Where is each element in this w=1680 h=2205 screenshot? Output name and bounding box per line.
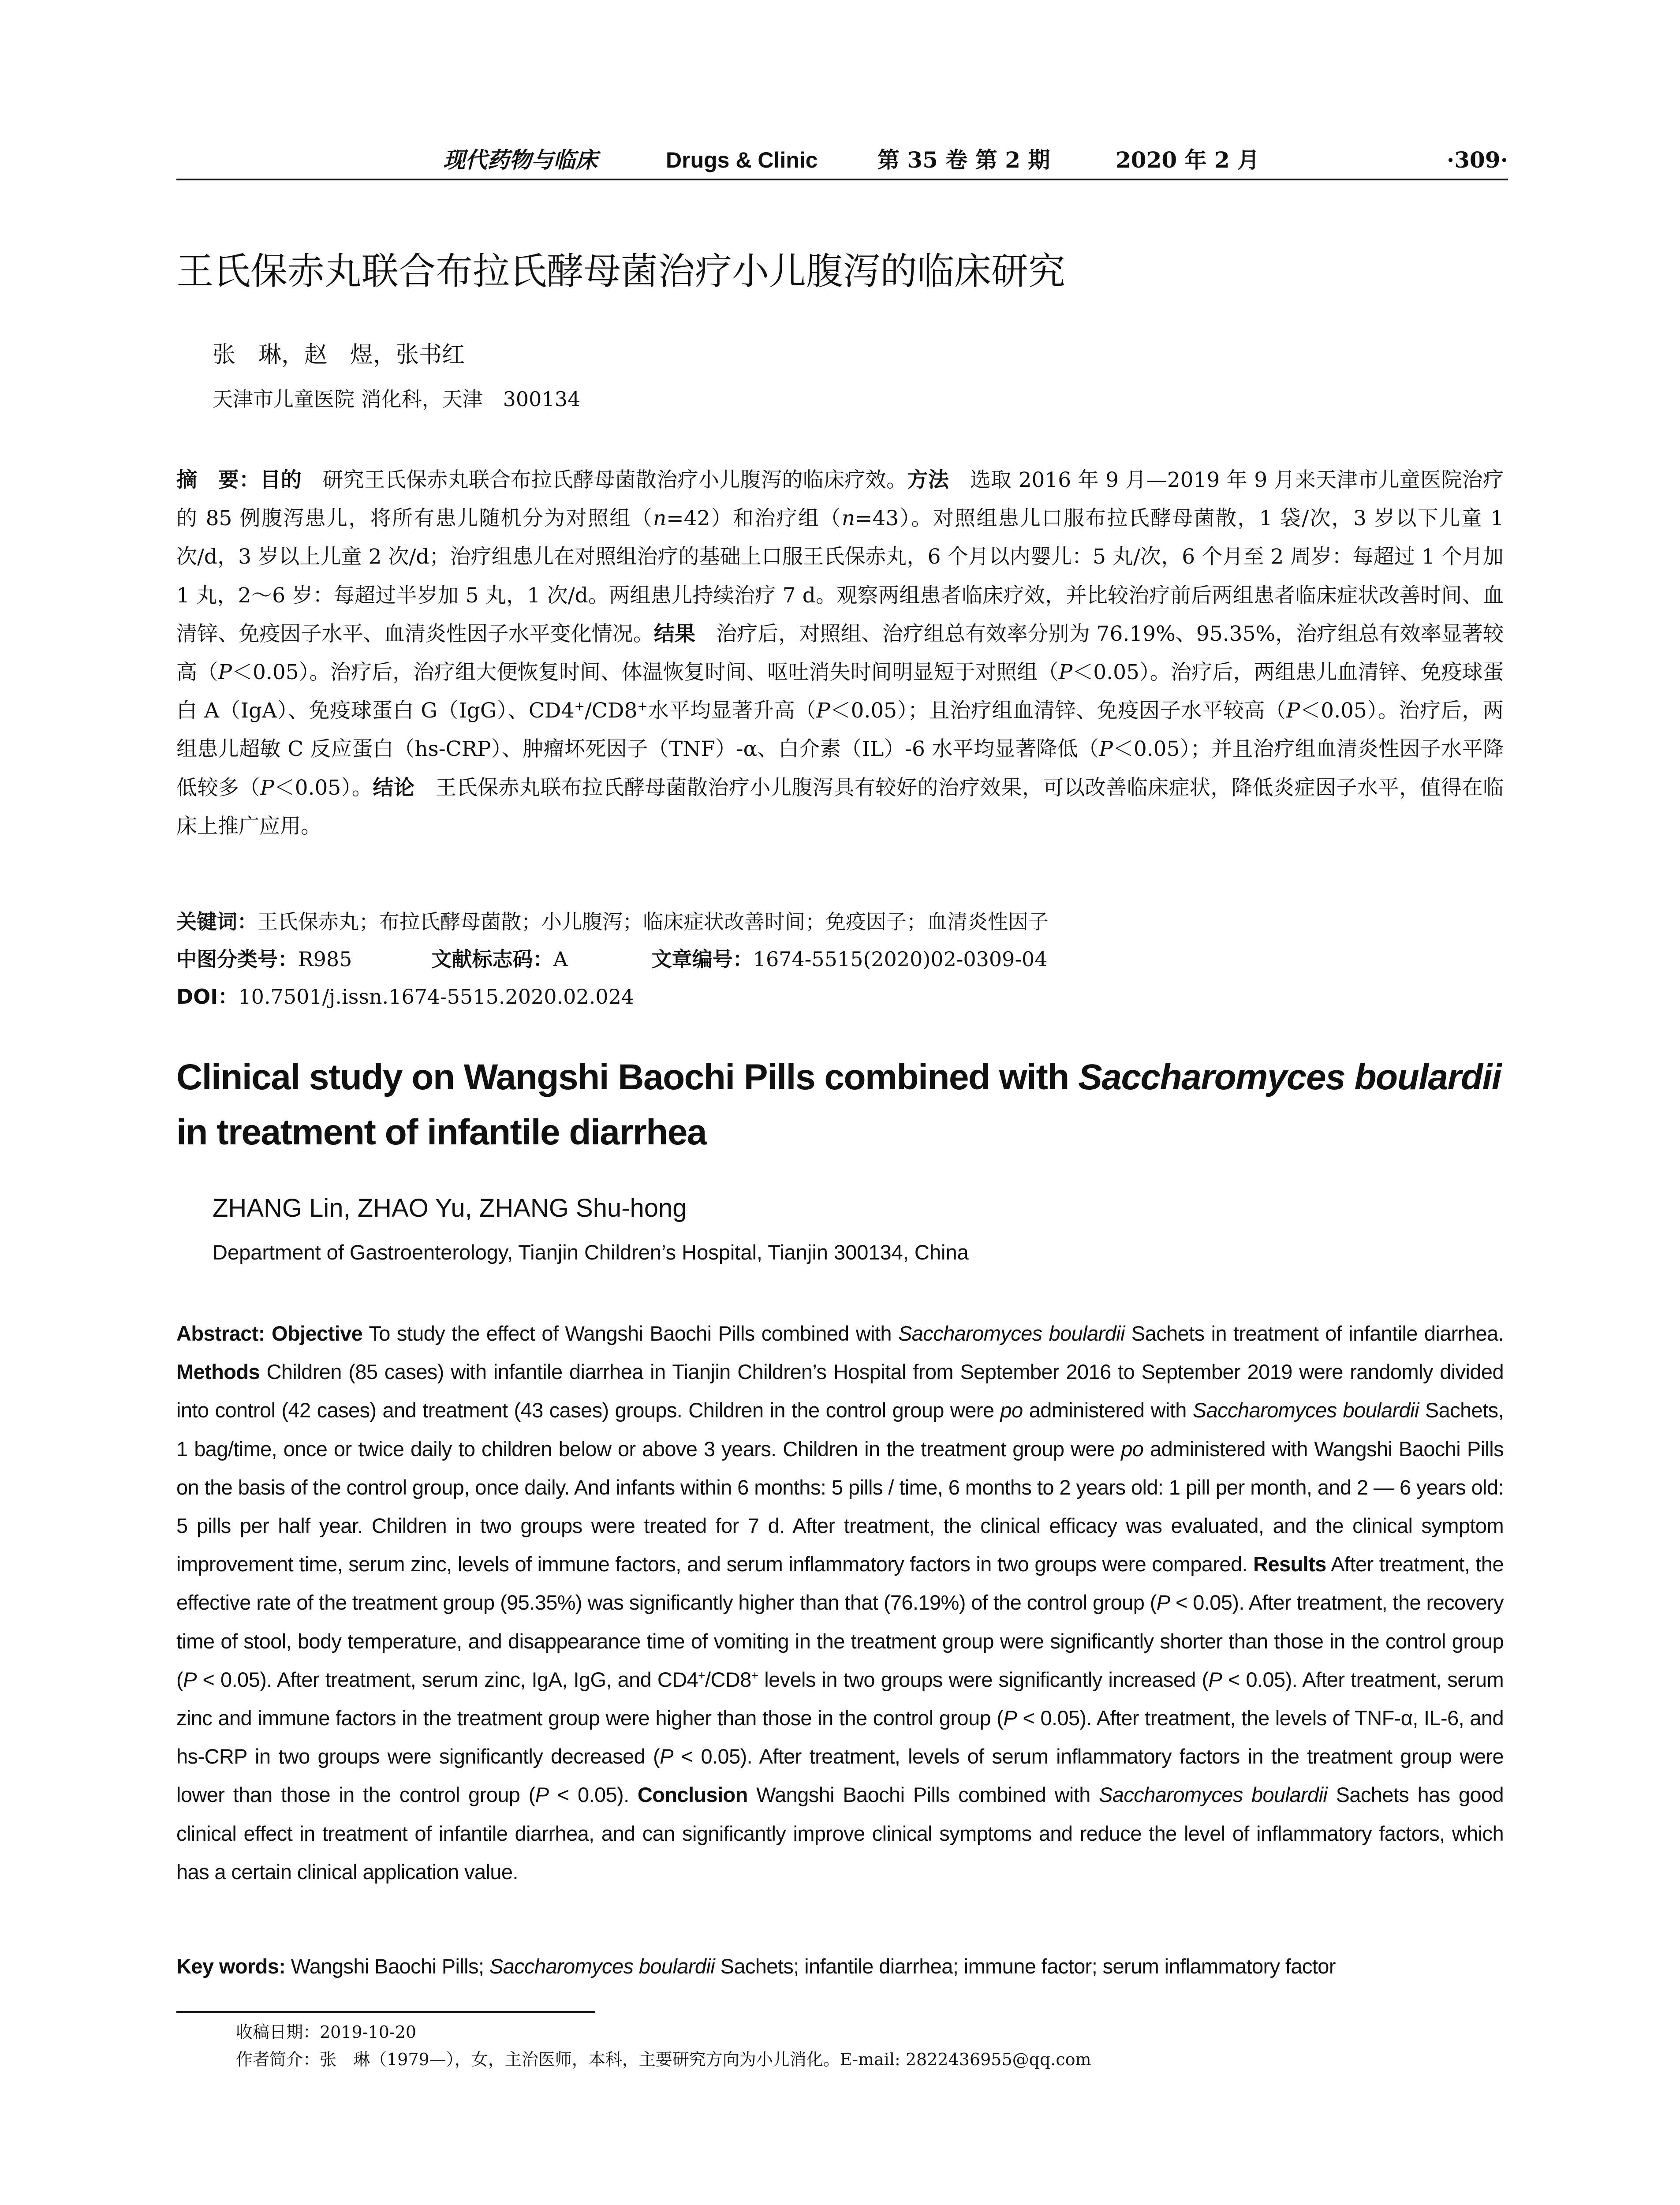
en-title-species: Saccharomyces boulardii xyxy=(1078,1057,1501,1097)
issue-date: 2020 年 2 月 xyxy=(1116,147,1260,173)
en-keywords xyxy=(176,1947,1504,1985)
cn-methods-text: 选取 2016 年 9 月—2019 年 9 月来天津市儿童医院治疗的 85 例腹泻患儿，将所有患儿随机分为对照组（ xyxy=(176,468,1504,531)
en-title-part: in treatment of infantile diarrhea xyxy=(176,1112,706,1152)
clc-label: 中图分类号： xyxy=(176,947,298,971)
n-symbol: n xyxy=(841,506,855,531)
en-results-text: After treatment, the effective rate of the treatment group (95.35%) was significantly higher than that (76.19%) of the control group ( xyxy=(176,1552,1504,1615)
p-symbol: P xyxy=(1058,660,1073,685)
clc-value: R985 xyxy=(298,947,352,971)
n-symbol: n xyxy=(653,506,667,531)
received-date-note: 收稿日期：2019-10-20 xyxy=(236,2022,417,2042)
superscript-plus: + xyxy=(751,1668,758,1682)
species-name: Saccharomyces boulardii xyxy=(1192,1398,1419,1422)
cn-results-text: ＜0.05）。治疗后，两组患儿血清锌、免疫球蛋白 A（IgA）、免疫球蛋白 G（IgG）、CD4 xyxy=(176,660,1504,723)
header-rule xyxy=(176,179,1508,180)
cn-keywords-text: 王氏保赤丸；布拉氏酵母菌散；小儿腹泻；临床症状改善时间；免疫因子；血清炎性因子 xyxy=(258,910,1049,934)
en-methods-label: Methods xyxy=(176,1360,260,1384)
doc-code-value: A xyxy=(553,947,568,971)
cn-keywords-label: 关键词： xyxy=(176,910,258,934)
cn-results-text: ＜0.05）。治疗后，治疗组大便恢复时间、体温恢复时间、呕吐消失时间明显短于对照组（ xyxy=(232,660,1059,685)
cn-methods-label: 方法 xyxy=(907,468,949,492)
p-symbol: P xyxy=(1003,1706,1017,1730)
species-name: Saccharomyces boulardii xyxy=(898,1322,1125,1345)
en-results-text: levels in two groups were significantly increased ( xyxy=(758,1667,1209,1691)
classification-line xyxy=(176,942,1048,977)
cn-results-text: 水平均显著升高（ xyxy=(648,699,816,723)
en-title-part: Clinical study on Wangshi Baochi Pills combined with xyxy=(176,1057,1079,1097)
en-methods-text: administered with xyxy=(1023,1398,1193,1422)
cn-abstract xyxy=(176,461,1504,845)
cn-conclusion-label: 结论 xyxy=(373,775,415,800)
p-symbol: P xyxy=(1286,699,1300,723)
en-methods-text: Sachets, 1 bag/time, once or twice daily to children below or above 3 years. Children in the treatment group were xyxy=(176,1398,1504,1461)
po-term: po xyxy=(1000,1398,1023,1422)
article-no-value: 1674-5515(2020)02-0309-04 xyxy=(753,947,1048,971)
en-results-text: < 0.05). xyxy=(549,1783,638,1807)
p-symbol: P xyxy=(660,1745,673,1768)
cn-results-text: ＜0.05）。 xyxy=(274,775,373,800)
cn-results-text: ＜0.05）；且治疗组血清锌、免疫因子水平较高（ xyxy=(830,699,1286,723)
footnote-rule xyxy=(176,2011,595,2013)
en-keywords-text: Sachets; infantile diarrhea; immune factor; serum inflammatory factor xyxy=(715,1955,1336,1978)
doi-line xyxy=(176,979,634,1014)
species-name: Saccharomyces boulardii xyxy=(1099,1783,1328,1807)
en-abstract-label: Abstract: Objective xyxy=(176,1322,363,1345)
superscript-plus: + xyxy=(637,699,648,714)
en-results-text: < 0.05). After treatment, the recovery time of stool, body temperature, and disappearance time of vomiting in the treatment group were significantly shorter than those in the control group ( xyxy=(176,1591,1504,1691)
cn-objective-label: 目的 xyxy=(260,468,302,492)
superscript-plus: + xyxy=(698,1668,705,1682)
en-keywords-label: Key words: xyxy=(176,1955,286,1978)
en-title xyxy=(176,1050,1504,1160)
p-symbol: P xyxy=(1099,737,1113,762)
p-symbol: P xyxy=(218,660,232,685)
journal-name-en: Drugs & Clinic xyxy=(666,148,818,172)
cn-affiliation: 天津市儿童医院 消化科，天津 300134 xyxy=(213,387,581,411)
en-abstract xyxy=(176,1314,1504,1891)
cn-keywords xyxy=(176,904,1049,939)
article-no-label: 文章编号： xyxy=(651,947,753,971)
p-symbol: P xyxy=(183,1667,197,1691)
p-symbol: P xyxy=(535,1783,549,1807)
cn-methods-text: =42）和治疗组（ xyxy=(666,506,842,531)
cn-title: 王氏保赤丸联合布拉氏酵母菌治疗小儿腹泻的临床研究 xyxy=(176,250,1066,293)
running-header xyxy=(176,140,1508,180)
doc-code-label: 文献标志码： xyxy=(431,947,553,971)
en-authors: ZHANG Lin, ZHAO Yu, ZHANG Shu-hong xyxy=(213,1194,687,1222)
cn-results-text: 治疗后，对照组、治疗组总有效率分别为 76.19%、95.35%，治疗组总有效率显著较高（ xyxy=(176,621,1504,685)
en-results-text: /CD8 xyxy=(705,1667,751,1691)
en-affiliation: Department of Gastroenterology, Tianjin Children’s Hospital, Tianjin 300134, China xyxy=(213,1241,969,1264)
cn-results-text: ＜0.05）。治疗后，两组患儿超敏 C 反应蛋白（hs-CRP）、肿瘤坏死因子（TNF）-α、白介素（IL）-6 水平均显著降低（ xyxy=(176,699,1504,762)
cn-methods-text: =43）。对照组患儿口服布拉氏酵母菌散，1 袋/次，3 岁以下儿童 1 次/d，3 岁以上儿童 2 次/d；治疗组患儿在对照组治疗的基础上口服王氏保赤丸，6 个月以内婴儿：5 丸/次，6 个月至 2 周岁：每超过 1 个月加 1 丸，2～6 岁：每超过半岁加 5 丸，1 次/d。两组患儿持续治疗 7 d。观察两组患者临床疗效，并比较治疗前后两组患者临床症状改善时间、血清锌、免疫因子水平、血清炎性因子水平变化情况。 xyxy=(176,506,1504,646)
cn-results-text: /CD8 xyxy=(585,699,638,723)
page-number: ·309· xyxy=(1446,147,1508,173)
p-symbol: P xyxy=(260,775,274,800)
en-methods-text: Children (85 cases) with infantile diarrhea in Tianjin Children’s Hospital from September 2016 to September 2019 were randomly divided into control (42 cases) and treatment (43 cases) groups. Children in the control group were xyxy=(176,1360,1504,1422)
cn-conclusion-text: 王氏保赤丸联布拉氏酵母菌散治疗小儿腹泻具有较好的治疗效果，可以改善临床症状，降低炎症因子水平，值得在临床上推广应用。 xyxy=(176,775,1504,838)
en-results-text: < 0.05). After treatment, levels of serum inflammatory factors in the treatment group were lower than those in the control group ( xyxy=(176,1745,1504,1807)
cn-objective-text: 研究王氏保赤丸联合布拉氏酵母菌散治疗小儿腹泻的临床疗效。 xyxy=(302,468,907,492)
po-term: po xyxy=(1121,1437,1144,1461)
doi-value: 10.7501/j.issn.1674-5515.2020.02.024 xyxy=(238,985,635,1009)
en-conclusion-text: Sachets has good clinical effect in treatment of infantile diarrhea, and can significantly improve clinical symptoms and reduce the level of inflammatory factors, which has a certain clinical application value. xyxy=(176,1783,1504,1884)
en-conclusion-label: Conclusion xyxy=(637,1783,748,1807)
volume-issue: 第 35 卷 第 2 期 xyxy=(877,147,1050,173)
p-symbol: P xyxy=(1208,1667,1222,1691)
p-symbol: P xyxy=(1156,1591,1170,1615)
en-results-text: < 0.05). After treatment, the levels of TNF-α, IL-6, and hs-CRP in two groups were significantly decreased ( xyxy=(176,1706,1504,1768)
cn-abstract-label: 摘 要： xyxy=(176,468,260,492)
en-methods-text: administered with Wangshi Baochi Pills on the basis of the control group, once daily. And infants within 6 months: 5 pills / time, 6 months to 2 years old: 1 pill per month, and 2 — 6 years old: 5 pills per half year. Children in two groups were treated for 7 d. After treatment, the clinical efficacy was evaluated, and the clinical symptom improvement time, serum zinc, levels of immune factors, and serum inflammatory factors in two groups were compared. xyxy=(176,1437,1504,1576)
cn-results-label: 结果 xyxy=(653,621,696,646)
species-name: Saccharomyces boulardii xyxy=(489,1955,715,1978)
en-objective-text: Sachets in treatment of infantile diarrhea. xyxy=(1124,1322,1504,1345)
en-results-text: < 0.05). After treatment, serum zinc and immune factors in the treatment group were higher than those in the control group ( xyxy=(176,1667,1504,1730)
en-keywords-text: Wangshi Baochi Pills; xyxy=(285,1955,489,1978)
author-bio-note: 作者简介：张 琳（1979—），女，主治医师，本科，主要研究方向为小儿消化。E-mail: 2822436955@qq.com xyxy=(236,2050,1091,2069)
superscript-plus: + xyxy=(574,699,585,714)
en-results-label: Results xyxy=(1253,1552,1326,1576)
journal-name-cn: 现代药物与临床 xyxy=(443,147,597,173)
cn-results-text: ＜0.05）；并且治疗组血清炎性因子水平降低较多（ xyxy=(176,737,1504,800)
doi-label: DOI： xyxy=(176,985,239,1009)
cn-authors: 张 琳，赵 煜，张书红 xyxy=(213,342,465,368)
en-objective-text: To study the effect of Wangshi Baochi Pills combined with xyxy=(362,1322,898,1345)
en-conclusion-text: Wangshi Baochi Pills combined with xyxy=(747,1783,1099,1807)
p-symbol: P xyxy=(816,699,830,723)
en-results-text: < 0.05). After treatment, serum zinc, IgA, IgG, and CD4 xyxy=(196,1667,698,1691)
